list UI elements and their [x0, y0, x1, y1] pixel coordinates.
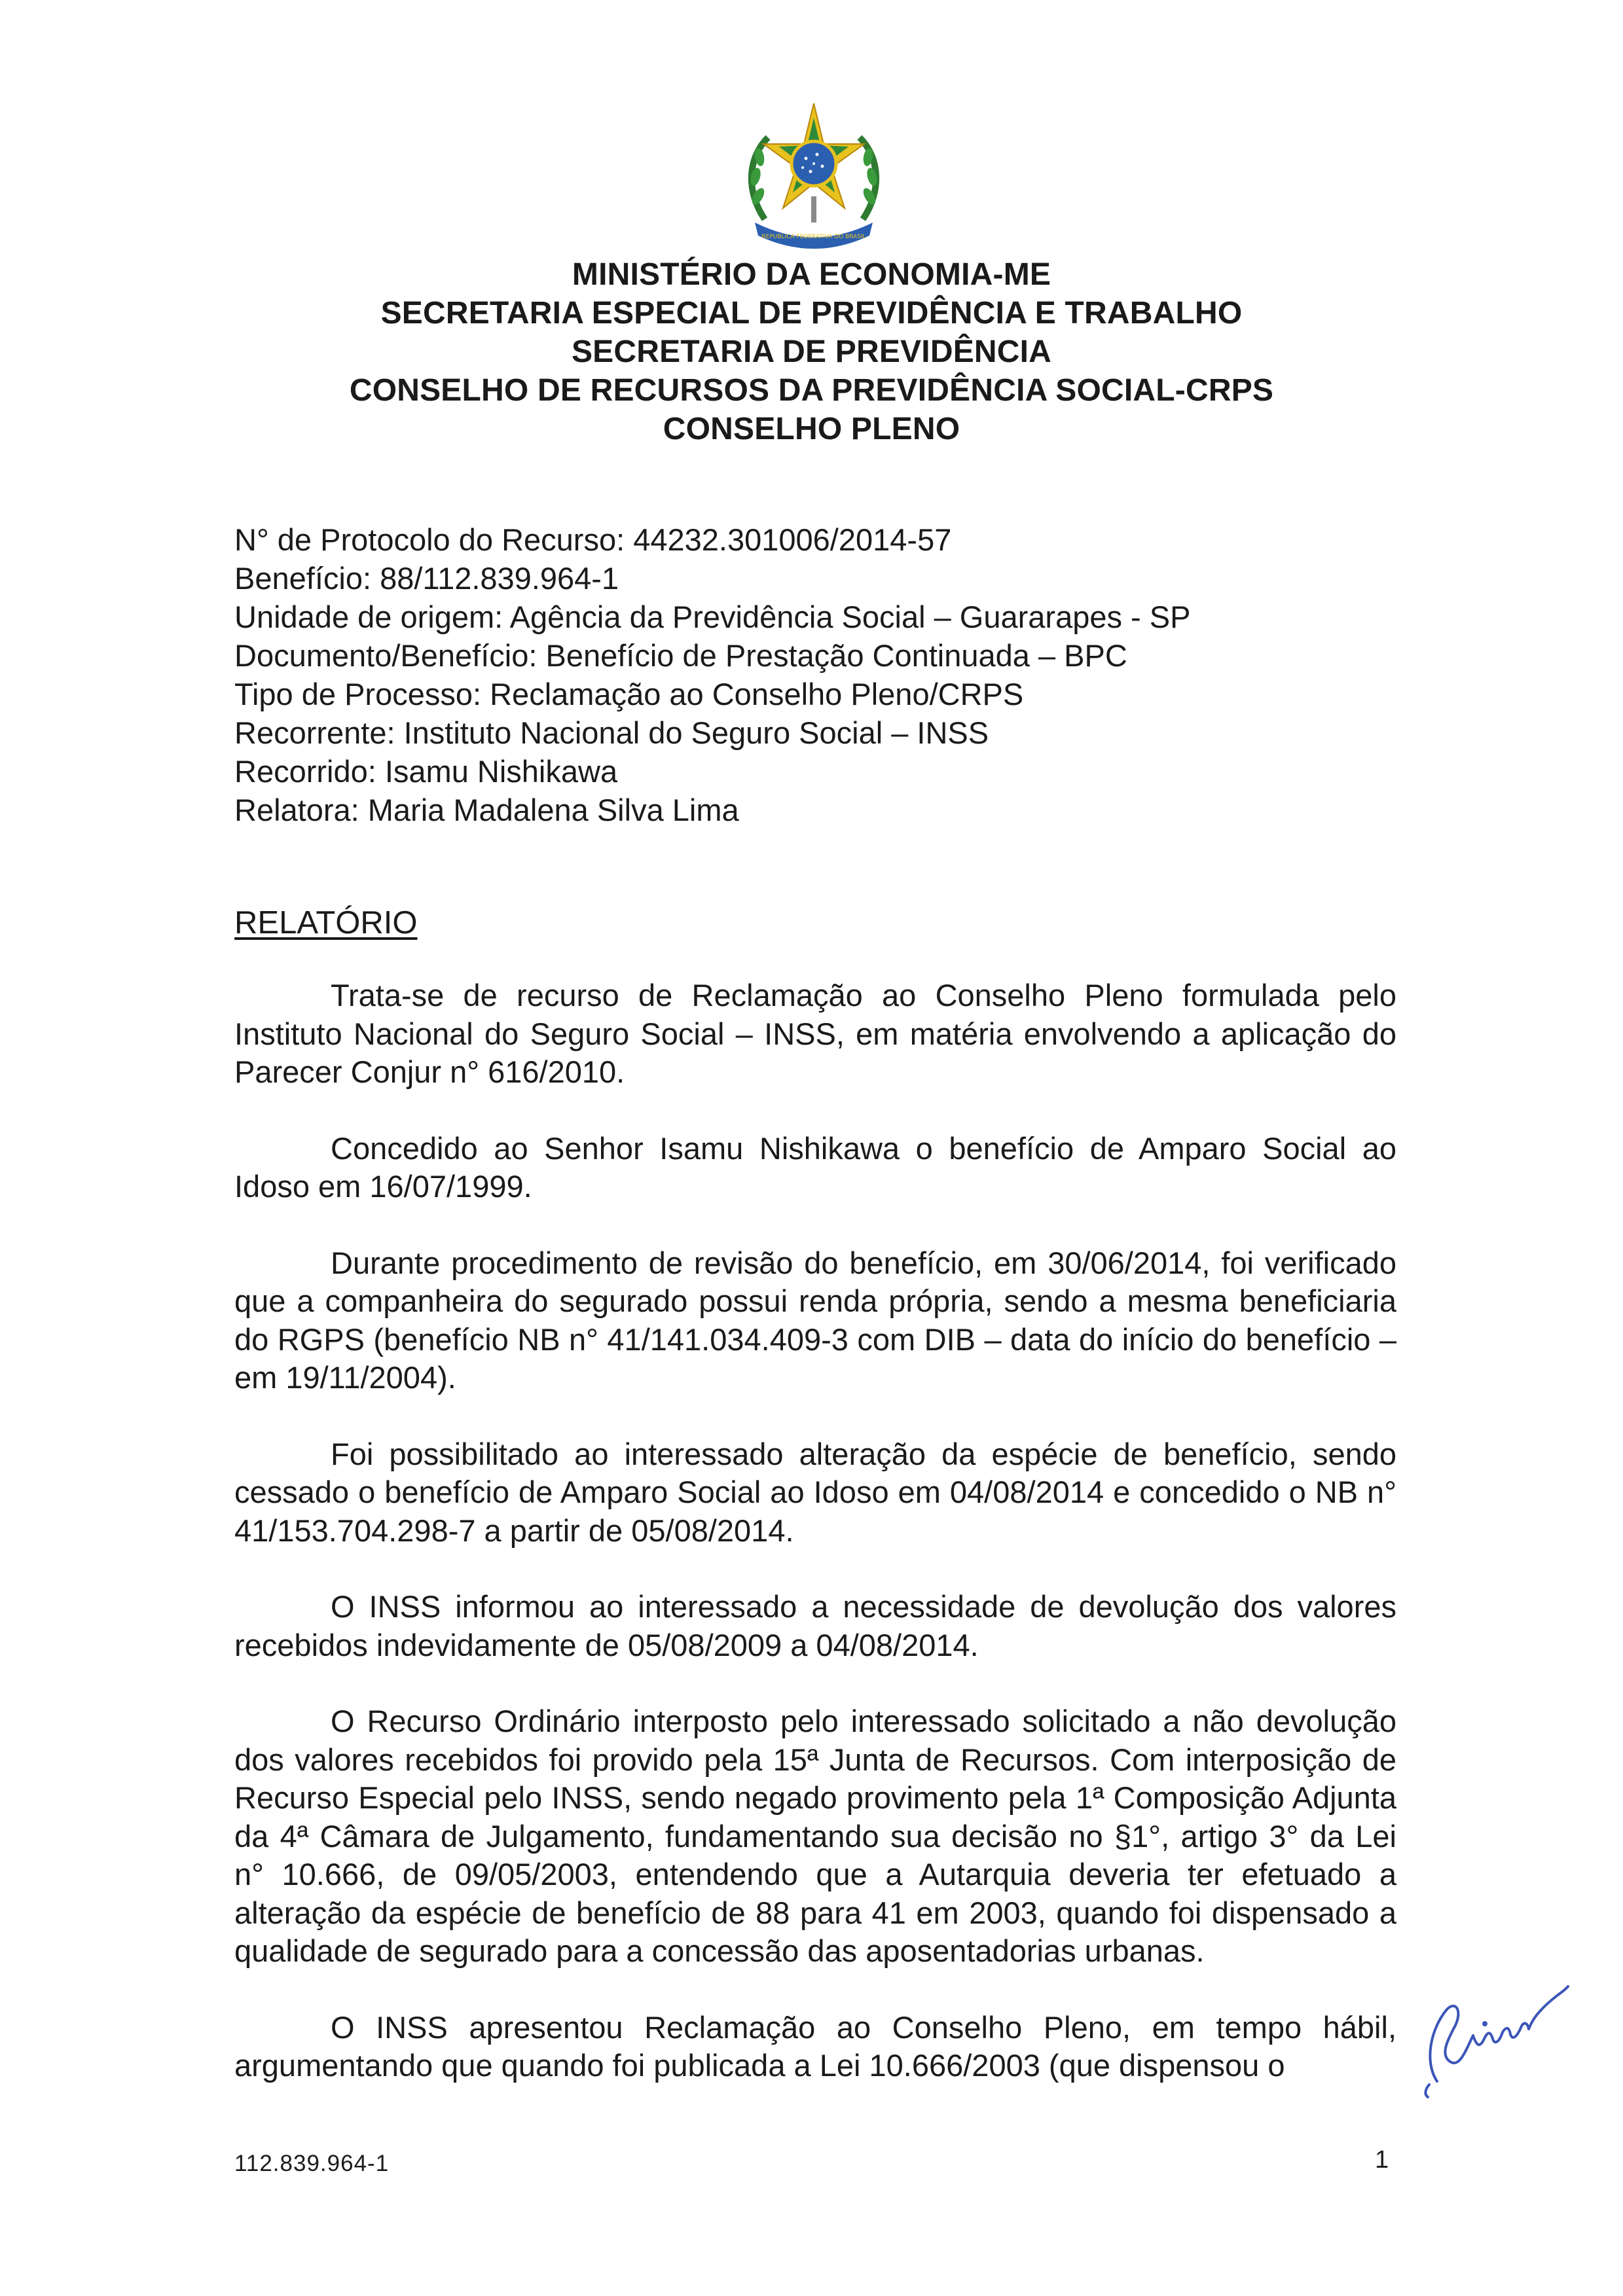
paragraph: O Recurso Ordinário interposto pelo interessado solicitado a não devolução dos valores recebidos foi provido pela 15ª Junta de Recursos. Com interposição de Recurso Especial pelo INSS, sendo negado provimento pela 1ª Composição Adjunta da 4ª Câmara de Julgamento, fundamentando sua decisão no §1°, artigo 3° da Lei n° 10.666, de 09/05/2003, entendendo que a Autarquia deveria ter efetuado a alteração da espécie de benefício de 88 para 41 em 2003, quando foi dispensado a qualidade de segurado para a concessão das aposentadorias urbanas.	[234, 1704, 1396, 1968]
header-line-secretariat: SECRETARIA DE PREVIDÊNCIA	[571, 334, 1052, 369]
paragraph: Foi possibilitado ao interessado alteração da espécie de benefício, sendo cessado o benefício de Amparo Social ao Idoso em 04/08/2014 e concedido o NB n° 41/153.704.298-7 a partir de 05/08/2014.	[234, 1436, 1396, 1548]
header-line-special-secretariat: SECRETARIA ESPECIAL DE PREVIDÊNCIA E TRABALHO	[380, 296, 1243, 331]
meta-origin-unit: Unidade de origem: Agência da Previdência Social – Guararapes - SP	[234, 600, 1191, 634]
footer-benefit-number: 112.839.964-1	[234, 2151, 390, 2176]
coat-of-arms-icon	[739, 98, 889, 249]
meta-process-type: Tipo de Processo: Reclamação ao Conselho Pleno/CRPS	[234, 677, 1024, 711]
meta-appellee: Recorrido: Isamu Nishikawa	[234, 754, 618, 789]
header-line-plenary: CONSELHO PLENO	[663, 412, 960, 446]
meta-appellant: Recorrente: Instituto Nacional do Seguro Social – INSS	[234, 715, 989, 750]
paragraph: O INSS apresentou Reclamação ao Conselho Pleno, em tempo hábil, argumentando que quando foi publicada a Lei 10.666/2003 (que dispensou o	[234, 2009, 1396, 2083]
meta-protocol: N° de Protocolo do Recurso: 44232.301006/2014-57	[234, 522, 952, 557]
paragraph: Trata-se de recurso de Reclamação ao Conselho Pleno formulada pelo Instituto Nacional do Seguro Social – INSS, em matéria envolvendo a aplicação do Parecer Conjur n° 616/2010.	[234, 978, 1396, 1089]
paragraph: Durante procedimento de revisão do benefício, em 30/06/2014, foi verificado que a companheira do segurado possui renda própria, sendo a mesma beneficiaria do RGPS (benefício NB n° 41/141.034.409-3 com DIB – data do início do benefício – em 19/11/2004).	[234, 1245, 1396, 1395]
section-title: RELATÓRIO	[234, 905, 418, 941]
header-line-council: CONSELHO DE RECURSOS DA PREVIDÊNCIA SOCIAL-CRPS	[349, 373, 1274, 408]
meta-benefit: Benefício: 88/112.839.964-1	[234, 561, 619, 596]
meta-rapporteur: Relatora: Maria Madalena Silva Lima	[234, 793, 739, 827]
meta-document: Documento/Benefício: Benefício de Prestação Continuada – BPC	[234, 638, 1127, 673]
handwritten-signature-icon	[1411, 1950, 1575, 2101]
header-line-ministry: MINISTÉRIO DA ECONOMIA-ME	[572, 257, 1051, 292]
institutional-header	[131, 255, 1492, 448]
case-metadata	[234, 520, 1400, 829]
paragraph: Concedido ao Senhor Isamu Nishikawa o benefício de Amparo Social ao Idoso em 16/07/1999.	[234, 1130, 1396, 1204]
report-body	[234, 977, 1396, 2085]
seal-ribbon-text: REPUBLICA FEDERATIVA DO BRASIL	[761, 234, 866, 240]
paragraph: O INSS informou ao interessado a necessidade de devolução dos valores recebidos indevidamente de 05/08/2009 a 04/08/2014.	[234, 1589, 1396, 1662]
page-number: 1	[1375, 2146, 1389, 2174]
